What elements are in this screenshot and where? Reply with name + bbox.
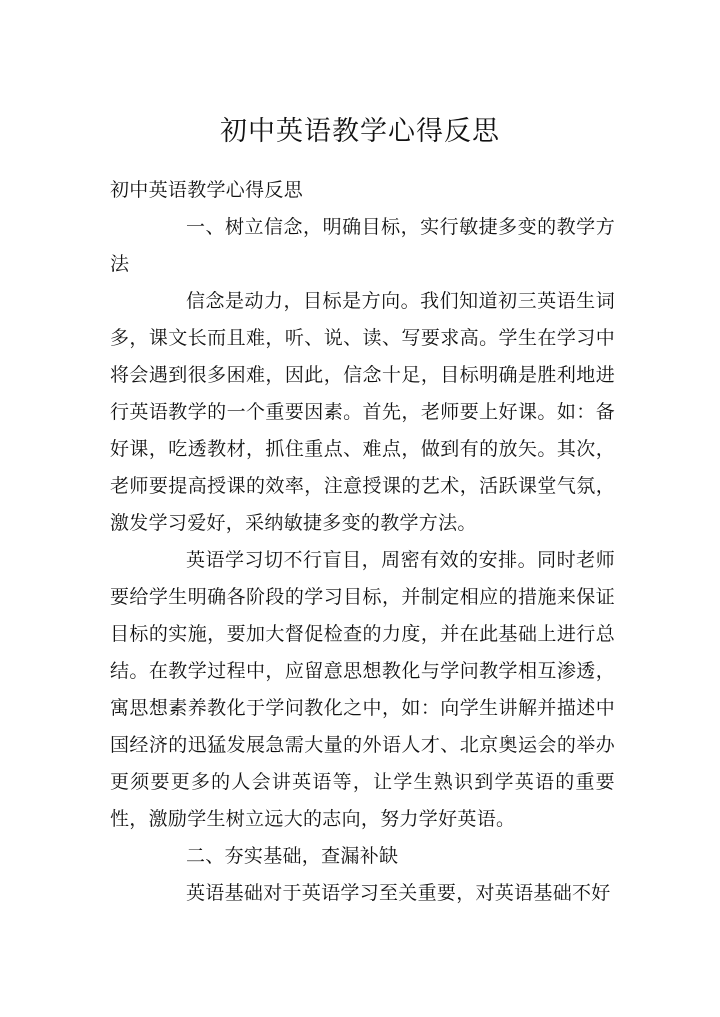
paragraph-2: 英语学习切不行盲目，周密有效的安排。同时老师要给学生明确各阶段的学习目标，并制定相应的措施来保证目标的实施，要加大督促检查的力度，并在此基础上进行总结。在教学过程中，应留意思想教化与学问教学相互渗透，寓思想素养教化于学问教化之中，如：向学生讲解并描述中国经济的迅猛发展急需大量的外语人才、北京奥运会的举办更须要更多的人会讲英语等，让学生熟识到学英语的重要性，激励学生树立远大的志向，努力学好英语。 — [110, 549, 615, 830]
section-heading-2: 二、夯实基础，查漏补缺 — [186, 845, 399, 867]
paragraph-3: 英语基础对于英语学习至关重要，对英语基础不好 — [186, 882, 611, 904]
paragraph-1: 信念是动力，目标是方向。我们知道初三英语生词多，课文长而且难，听、说、读、写要求高。学生在学习中将会遇到很多困难，因此，信念十足，目标明确是胜利地进行英语教学的一个重要因素。首先，老师要上好课。如：备好课，吃透教材，抓住重点、难点，做到有的放矢。其次，老师要提高授课的效率，注意授课的艺术，活跃课堂气氛，激发学习爱好，采纳敏捷多变的教学方法。 — [110, 290, 615, 534]
section-heading-1: 一、树立信念，明确目标，实行敏捷多变的教学方法 — [110, 216, 615, 275]
document-title: 初中英语教学心得反思 — [220, 116, 500, 147]
document-body — [110, 172, 615, 912]
body-heading: 初中英语教学心得反思 — [110, 179, 304, 201]
